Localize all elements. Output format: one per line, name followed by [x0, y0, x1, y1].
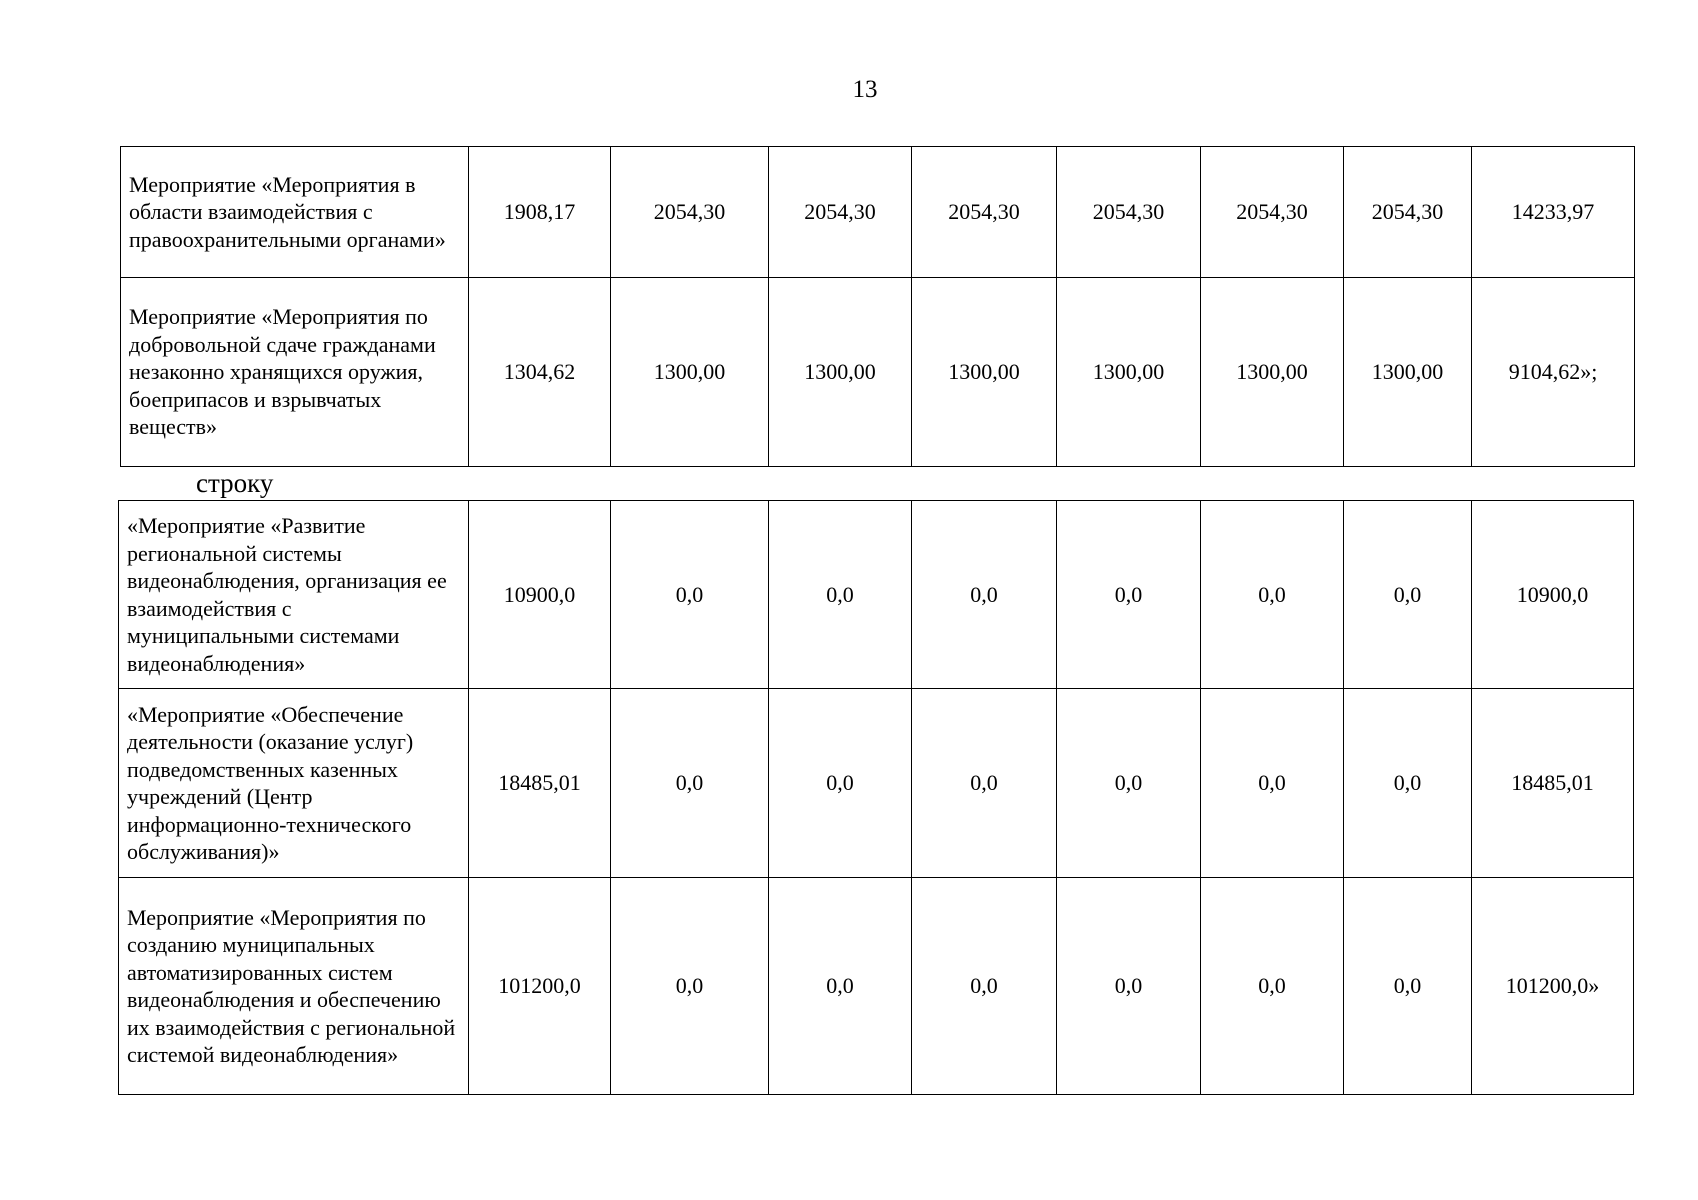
- value-cell: 2054,30: [1201, 147, 1344, 278]
- value-cell: 0,0: [912, 689, 1057, 878]
- value-cell: 0,0: [1057, 501, 1201, 689]
- table-row: [121, 147, 1635, 278]
- value-cell: 0,0: [1057, 878, 1201, 1095]
- table-row: [121, 278, 1635, 467]
- total-cell: 101200,0»: [1472, 878, 1634, 1095]
- value-cell: 0,0: [1344, 689, 1472, 878]
- value-cell: 0,0: [1201, 689, 1344, 878]
- total-cell: 18485,01: [1472, 689, 1634, 878]
- value-cell: 0,0: [1201, 878, 1344, 1095]
- value-cell: 1300,00: [769, 278, 912, 467]
- value-cell: 1300,00: [912, 278, 1057, 467]
- total-cell: 14233,97: [1472, 147, 1635, 278]
- table-row: [119, 878, 1634, 1095]
- value-cell: 1908,17: [469, 147, 611, 278]
- program-activities-table-bottom: [118, 500, 1634, 1095]
- activity-name-cell: Мероприятие «Мероприятия в области взаимодействия с правоохранительными органами»: [121, 147, 469, 278]
- value-cell: 10900,0: [469, 501, 611, 689]
- activity-name-cell: «Мероприятие «Развитие региональной системы видеонаблюдения, организация ее взаимодействия с муниципальными системами видеонаблюдения»: [119, 501, 469, 689]
- value-cell: 0,0: [611, 689, 769, 878]
- value-cell: 1300,00: [1344, 278, 1472, 467]
- value-cell: 2054,30: [1344, 147, 1472, 278]
- value-cell: 1300,00: [611, 278, 769, 467]
- value-cell: 2054,30: [912, 147, 1057, 278]
- program-activities-table-top: [120, 146, 1635, 467]
- value-cell: 0,0: [769, 689, 912, 878]
- value-cell: 0,0: [1344, 501, 1472, 689]
- value-cell: 1300,00: [1201, 278, 1344, 467]
- value-cell: 18485,01: [469, 689, 611, 878]
- value-cell: 0,0: [912, 501, 1057, 689]
- value-cell: 0,0: [1344, 878, 1472, 1095]
- total-cell: 10900,0: [1472, 501, 1634, 689]
- value-cell: 0,0: [769, 501, 912, 689]
- value-cell: 0,0: [1201, 501, 1344, 689]
- value-cell: 1300,00: [1057, 278, 1201, 467]
- table-row: [119, 501, 1634, 689]
- activity-name-cell: Мероприятие «Мероприятия по добровольной сдаче гражданами незаконно хранящихся оружия, боеприпасов и взрывчатых веществ»: [121, 278, 469, 467]
- value-cell: 2054,30: [611, 147, 769, 278]
- value-cell: 0,0: [611, 878, 769, 1095]
- value-cell: 2054,30: [769, 147, 912, 278]
- value-cell: 101200,0: [469, 878, 611, 1095]
- value-cell: 0,0: [912, 878, 1057, 1095]
- value-cell: 0,0: [611, 501, 769, 689]
- activity-name-cell: Мероприятие «Мероприятия по созданию муниципальных автоматизированных систем видеонаблюдения и обеспечению их взаимодействия с региональной системой видеонаблюдения»: [119, 878, 469, 1095]
- connector-text: строку: [196, 468, 274, 498]
- value-cell: 0,0: [769, 878, 912, 1095]
- page-number: 13: [852, 76, 878, 103]
- activity-name-cell: «Мероприятие «Обеспечение деятельности (оказание услуг) подведомственных казенных учреждений (Центр информационно-технического обслуживания)»: [119, 689, 469, 878]
- value-cell: 1304,62: [469, 278, 611, 467]
- total-cell: 9104,62»;: [1472, 278, 1635, 467]
- table-row: [119, 689, 1634, 878]
- value-cell: 0,0: [1057, 689, 1201, 878]
- value-cell: 2054,30: [1057, 147, 1201, 278]
